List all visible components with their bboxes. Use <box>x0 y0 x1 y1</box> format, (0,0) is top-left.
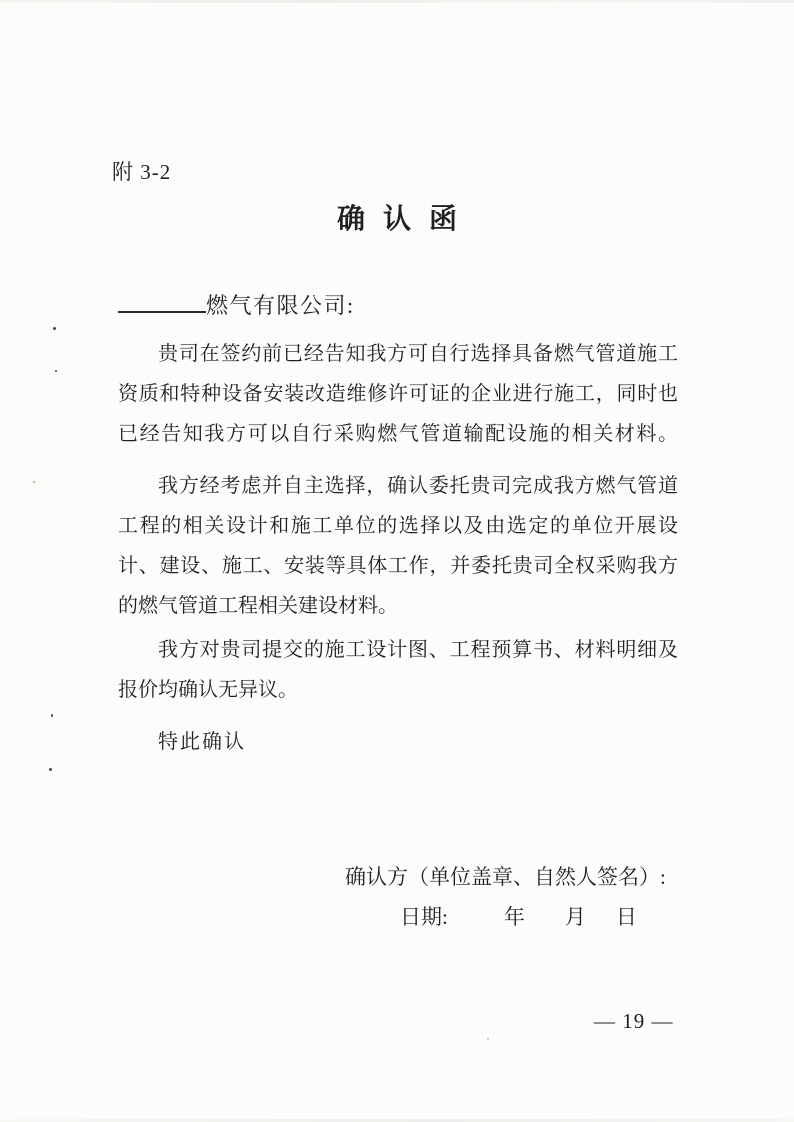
date-label: 日期: <box>400 905 448 929</box>
scan-speck <box>51 714 53 717</box>
scan-speck <box>49 768 52 771</box>
signature-label: 确认方（单位盖章、自然人签名）: <box>345 865 666 889</box>
attachment-label: 附 3-2 <box>112 160 172 184</box>
date-day-label: 日 <box>615 905 637 929</box>
paragraph-2-line-4: 的燃气管道工程相关建设材料。 <box>118 595 398 617</box>
page-number: — 19 — <box>594 1009 674 1033</box>
paragraph-2 <box>118 466 678 626</box>
scan-speck <box>33 481 35 483</box>
date-line <box>400 898 637 936</box>
scan-edge-artifact-top <box>0 0 794 3</box>
blank-underline <box>118 289 206 313</box>
paragraph-2-line-2: 工程的相关设计和施工单位的选择以及由选定的单位开展设 <box>118 515 678 537</box>
paragraph-2-line-1: 我方经考虑并自主选择，确认委托贵司完成我方燃气管道 <box>158 475 678 497</box>
paragraph-1-line-3: 已经告知我方可以自行采购燃气管道输配设施的相关材料。 <box>118 423 678 445</box>
scan-speck <box>53 327 56 330</box>
scan-speck <box>55 370 57 372</box>
paragraph-3 <box>118 630 678 710</box>
closing-statement: 特此确认 <box>158 731 246 753</box>
paragraph-1 <box>118 334 678 454</box>
scan-speck <box>487 1038 489 1040</box>
paragraph-3-line-2: 报价均确认无异议。 <box>118 679 298 701</box>
salutation-line <box>118 286 355 326</box>
salutation-company: 燃气有限公司: <box>206 293 355 318</box>
paragraph-1-line-2: 资质和特种设备安装改造维修许可证的企业进行施工，同时也 <box>118 383 678 405</box>
date-month-label: 月 <box>564 905 586 929</box>
paragraph-1-line-1: 贵司在签约前已经告知我方可自行选择具备燃气管道施工 <box>158 343 678 365</box>
document-title: 确认函 <box>336 204 475 235</box>
paragraph-3-line-1: 我方对贵司提交的施工设计图、工程预算书、材料明细及 <box>158 639 678 661</box>
paragraph-2-line-3: 计、建设、施工、安装等具体工作，并委托贵司全权采购我方 <box>118 555 678 577</box>
date-year-label: 年 <box>503 905 525 929</box>
